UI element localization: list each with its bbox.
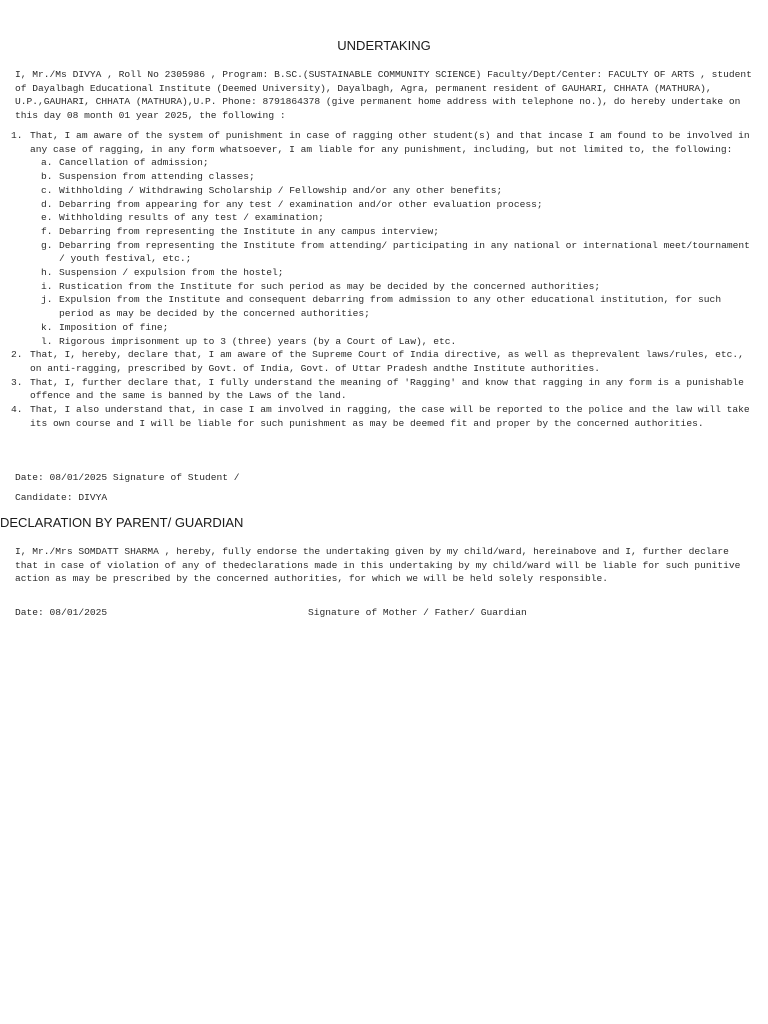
penalty-text: Withholding / Withdrawing Scholarship / Fellowship and/or any other benefits; bbox=[59, 184, 503, 196]
penalty-letter: b. bbox=[41, 171, 53, 183]
page-title: UNDERTAKING bbox=[337, 38, 431, 53]
clause-text: That, I, hereby, declare that, I am aware of the Supreme Court of India directive, as well as theprevalent laws/rules, etc., on anti-ragging, prescribed by Govt. of India, Govt. of Uttar Pradesh andthe Institute authorities. bbox=[30, 349, 744, 374]
penalty-letter: c. bbox=[41, 184, 53, 196]
penalty-letter: f. bbox=[41, 225, 53, 237]
penalty-item bbox=[30, 156, 761, 170]
penalty-text: Rustication from the Institute for such period as may be decided by the concerned authorities; bbox=[59, 280, 601, 292]
intro-paragraph: I, Mr./Ms DIVYA , Roll No 2305986 , Program: B.SC.(SUSTAINABLE COMMUNITY SCIENCE) Faculty/Dept/Center: FACULTY OF ARTS , student of Dayalbagh Educational Institute (Deemed University), Dayalbagh, Agra, permanent resident of GAUHARI, CHHATA (MATHURA), U.P.,GAUHARI, CHHATA (MATHURA),U.P. Phone: 8791864378 (give permanent home address with telephone no.), do hereby undertake on this day 08 month 01 year 2025, the following : bbox=[15, 69, 752, 122]
penalty-letter: j. bbox=[41, 294, 53, 306]
penalty-text: Suspension / expulsion from the hostel; bbox=[59, 267, 284, 279]
student-date-signature-line: Date: 08/01/2025 Signature of Student / bbox=[15, 472, 240, 483]
penalty-item bbox=[30, 225, 761, 239]
penalty-item bbox=[30, 321, 761, 335]
penalty-item bbox=[30, 266, 761, 280]
penalty-letter: e. bbox=[41, 212, 53, 224]
clause-text: That, I am aware of the system of punishment in case of ragging other student(s) and that incase I am found to be involved in any case of ragging, in any form whatsoever, I am liable for any punishment, including, but not limited to, the following: bbox=[30, 130, 750, 155]
parent-signature-line: Signature of Mother / Father/ Guardian bbox=[308, 607, 527, 618]
penalty-letter: l. bbox=[41, 335, 53, 347]
penalty-letter: g. bbox=[41, 239, 53, 251]
penalty-text: Rigorous imprisonment up to 3 (three) years (by a Court of Law), etc. bbox=[59, 335, 457, 347]
clause-number: 1. bbox=[11, 130, 23, 141]
penalty-letter: h. bbox=[41, 267, 53, 279]
penalty-text: Withholding results of any test / examination; bbox=[59, 212, 324, 224]
penalty-letter: i. bbox=[41, 280, 53, 292]
penalty-text: Cancellation of admission; bbox=[59, 157, 209, 169]
penalty-item bbox=[30, 239, 761, 266]
penalty-item bbox=[30, 184, 761, 198]
declaration-title: DECLARATION BY PARENT/ GUARDIAN bbox=[0, 515, 244, 530]
parent-declaration-paragraph: I, Mr./Mrs SOMDATT SHARMA , hereby, fully endorse the undertaking given by my child/ward, hereinabove and I, further declare that in case of violation of any of thedeclarations made in this undertaking by my child/ward will be liable for such punitive action as may be prescribed by the concerned authorities, for which we will be held solely responsible. bbox=[15, 546, 741, 585]
clause-number: 2. bbox=[11, 349, 23, 361]
penalty-letter: a. bbox=[41, 157, 53, 169]
clause-number: 3. bbox=[11, 376, 23, 388]
clause-text: That, I, further declare that, I fully understand the meaning of 'Ragging' and know that ragging in any form is a punishable offence and the same is banned by the Laws of the land. bbox=[30, 376, 744, 402]
clause-item bbox=[9, 129, 761, 348]
clauses-list bbox=[9, 129, 761, 430]
penalty-text: Debarring from appearing for any test / examination and/or other evaluation process; bbox=[59, 198, 543, 210]
clause-text: That, I also understand that, in case I am involved in ragging, the case will be reported to the police and the law will take its own course and I will be liable for such punishment as may be deemed fit and proper by the concerned authorities. bbox=[30, 404, 750, 429]
penalty-text: Debarring from representing the Institute in any campus interview; bbox=[59, 225, 439, 237]
clause-number: 4. bbox=[11, 404, 23, 416]
penalty-item bbox=[30, 280, 761, 294]
clause-item bbox=[9, 348, 761, 375]
penalty-item bbox=[30, 211, 761, 225]
penalty-letter: d. bbox=[41, 198, 53, 210]
candidate-name-line: Candidate: DIVYA bbox=[15, 492, 108, 503]
penalty-text: Debarring from representing the Institute from attending/ participating in any national or international meet/tournament / youth festival, etc.; bbox=[59, 239, 750, 265]
penalty-letter: k. bbox=[41, 321, 53, 333]
penalty-text: Suspension from attending classes; bbox=[59, 171, 255, 183]
penalty-item bbox=[30, 293, 761, 320]
penalty-text: Expulsion from the Institute and consequent debarring from admission to any other educational institution, for such period as may be decided by the concerned authorities; bbox=[59, 294, 722, 320]
penalty-item bbox=[30, 170, 761, 184]
penalty-list bbox=[30, 156, 761, 348]
penalty-item bbox=[30, 335, 761, 349]
clause-item bbox=[9, 403, 761, 430]
penalty-item bbox=[30, 198, 761, 212]
penalty-text: Imposition of fine; bbox=[59, 321, 169, 333]
parent-date-line: Date: 08/01/2025 bbox=[15, 607, 108, 618]
clause-item bbox=[9, 376, 761, 403]
